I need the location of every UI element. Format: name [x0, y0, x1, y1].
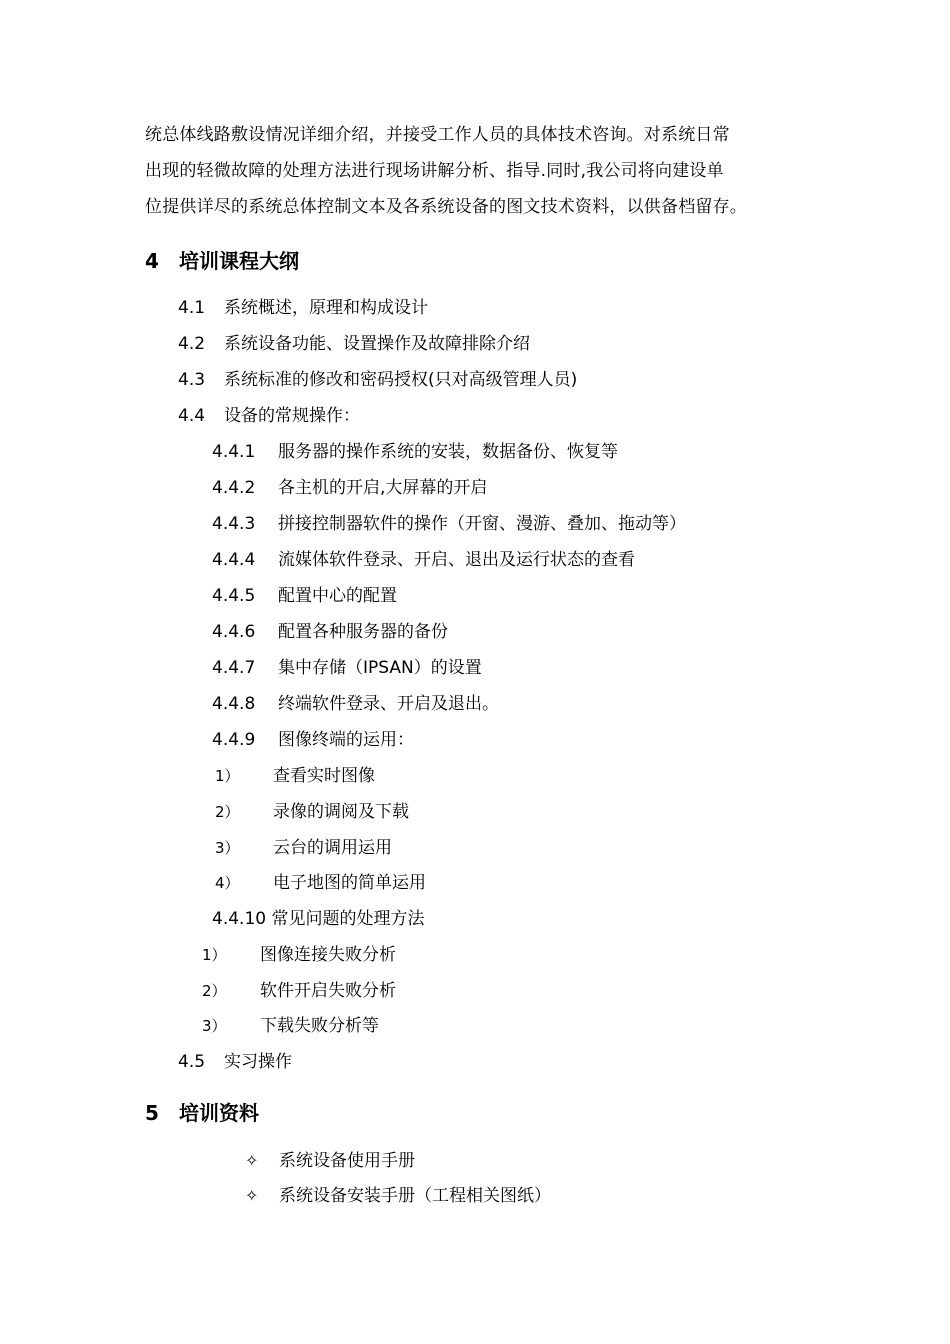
list-item: [215, 801, 409, 823]
intro-paragraph: [145, 117, 815, 225]
item-text: 服务器的操作系统的安装，数据备份、恢复等: [278, 442, 618, 462]
outline-item-4-4-5: [212, 585, 397, 607]
item-number: 4.3: [178, 370, 206, 390]
item-number: 4.1: [178, 298, 206, 318]
item-text: 系统标准的修改和密码授权(只对高级管理人员): [224, 370, 578, 390]
bullet-item: [245, 1150, 415, 1172]
outline-item-4-4-1: [212, 441, 618, 463]
item-number: 4.4.2: [212, 478, 256, 498]
item-text: 流媒体软件登录、开启、退出及运行状态的查看: [278, 550, 635, 570]
item-text: 终端软件登录、开启及退出。: [278, 694, 499, 714]
list-item: [215, 765, 375, 787]
item-text: 图像终端的运用：: [278, 730, 414, 750]
intro-line: 出现的轻微故障的处理方法进行现场讲解分析、指导.同时,我公司将向建设单: [145, 161, 724, 181]
item-number: 2）: [215, 803, 240, 821]
item-number: 4.4.4: [212, 550, 256, 570]
item-number: 3）: [215, 839, 240, 857]
item-text: 设备的常规操作：: [224, 406, 360, 426]
item-number: 4.2: [178, 334, 206, 354]
section-5-heading: [145, 1097, 259, 1126]
item-text: 常见问题的处理方法: [271, 909, 425, 929]
outline-item-4-4-10: [212, 908, 424, 930]
item-number: 4）: [215, 874, 240, 892]
item-text: 电子地图的简单运用: [273, 873, 426, 893]
diamond-bullet-icon: ✧: [245, 1186, 259, 1205]
item-text: 系统设备使用手册: [279, 1151, 415, 1171]
item-text: 下载失败分析等: [260, 1016, 379, 1036]
list-item: [202, 980, 396, 1002]
outline-item-4-4-3: [212, 513, 686, 535]
item-text: 配置各种服务器的备份: [278, 622, 448, 642]
item-text: 录像的调阅及下载: [273, 802, 409, 822]
item-number: 4.4.5: [212, 586, 256, 606]
item-text: 图像连接失败分析: [260, 945, 396, 965]
item-text: 实习操作: [224, 1052, 292, 1072]
outline-item-4-4-6: [212, 621, 448, 643]
section-number: 5: [145, 1101, 159, 1125]
outline-item-4-4-2: [212, 477, 487, 499]
item-text: 拼接控制器软件的操作（开窗、漫游、叠加、拖动等）: [278, 514, 686, 534]
section-title: 培训资料: [179, 1101, 259, 1125]
item-text: 系统概述，原理和构成设计: [224, 298, 428, 318]
list-item: [202, 1015, 379, 1037]
section-number: 4: [145, 249, 159, 273]
item-text: 系统设备功能、设置操作及故障排除介绍: [224, 334, 530, 354]
section-4-heading: [145, 245, 299, 274]
item-text: 查看实时图像: [273, 766, 375, 786]
item-number: 1）: [215, 767, 240, 785]
intro-line: 统总体线路敷设情况详细介绍，并接受工作人员的具体技术咨询。对系统日常: [145, 125, 730, 145]
outline-item-4-2: [178, 333, 530, 355]
item-text: 集中存储（IPSAN）的设置: [278, 658, 482, 678]
item-number: 4.4.7: [212, 658, 256, 678]
list-item: [202, 944, 396, 966]
list-item: [215, 872, 426, 894]
outline-item-4-4: [178, 405, 360, 427]
item-text: 各主机的开启,大屏幕的开启: [278, 478, 488, 498]
section-title: 培训课程大纲: [179, 249, 299, 273]
item-number: 4.4.8: [212, 694, 256, 714]
item-text: 软件开启失败分析: [260, 981, 396, 1001]
outline-item-4-4-9: [212, 729, 414, 751]
item-number: 2）: [202, 982, 227, 1000]
item-number: 4.4.1: [212, 442, 256, 462]
item-text: 系统设备安装手册（工程相关图纸）: [279, 1186, 551, 1206]
outline-item-4-4-8: [212, 693, 499, 715]
list-item: [215, 837, 392, 859]
outline-item-4-4-7: [212, 657, 482, 679]
item-number: 4.4.6: [212, 622, 256, 642]
outline-item-4-1: [178, 297, 428, 319]
intro-line: 位提供详尽的系统总体控制文本及各系统设备的图文技术资料，以供备档留存。: [145, 197, 747, 217]
item-text: 配置中心的配置: [278, 586, 397, 606]
outline-item-4-5: [178, 1051, 292, 1073]
item-text: 云台的调用运用: [273, 838, 392, 858]
diamond-bullet-icon: ✧: [245, 1151, 259, 1170]
item-number: 3）: [202, 1017, 227, 1035]
outline-item-4-4-4: [212, 549, 635, 571]
item-number: 4.4.10: [212, 909, 267, 929]
item-number: 4.4.3: [212, 514, 256, 534]
bullet-item: [245, 1185, 551, 1207]
item-number: 4.4.9: [212, 730, 256, 750]
item-number: 1）: [202, 946, 227, 964]
item-number: 4.4: [178, 406, 206, 426]
item-number: 4.5: [178, 1052, 206, 1072]
outline-item-4-3: [178, 369, 577, 391]
